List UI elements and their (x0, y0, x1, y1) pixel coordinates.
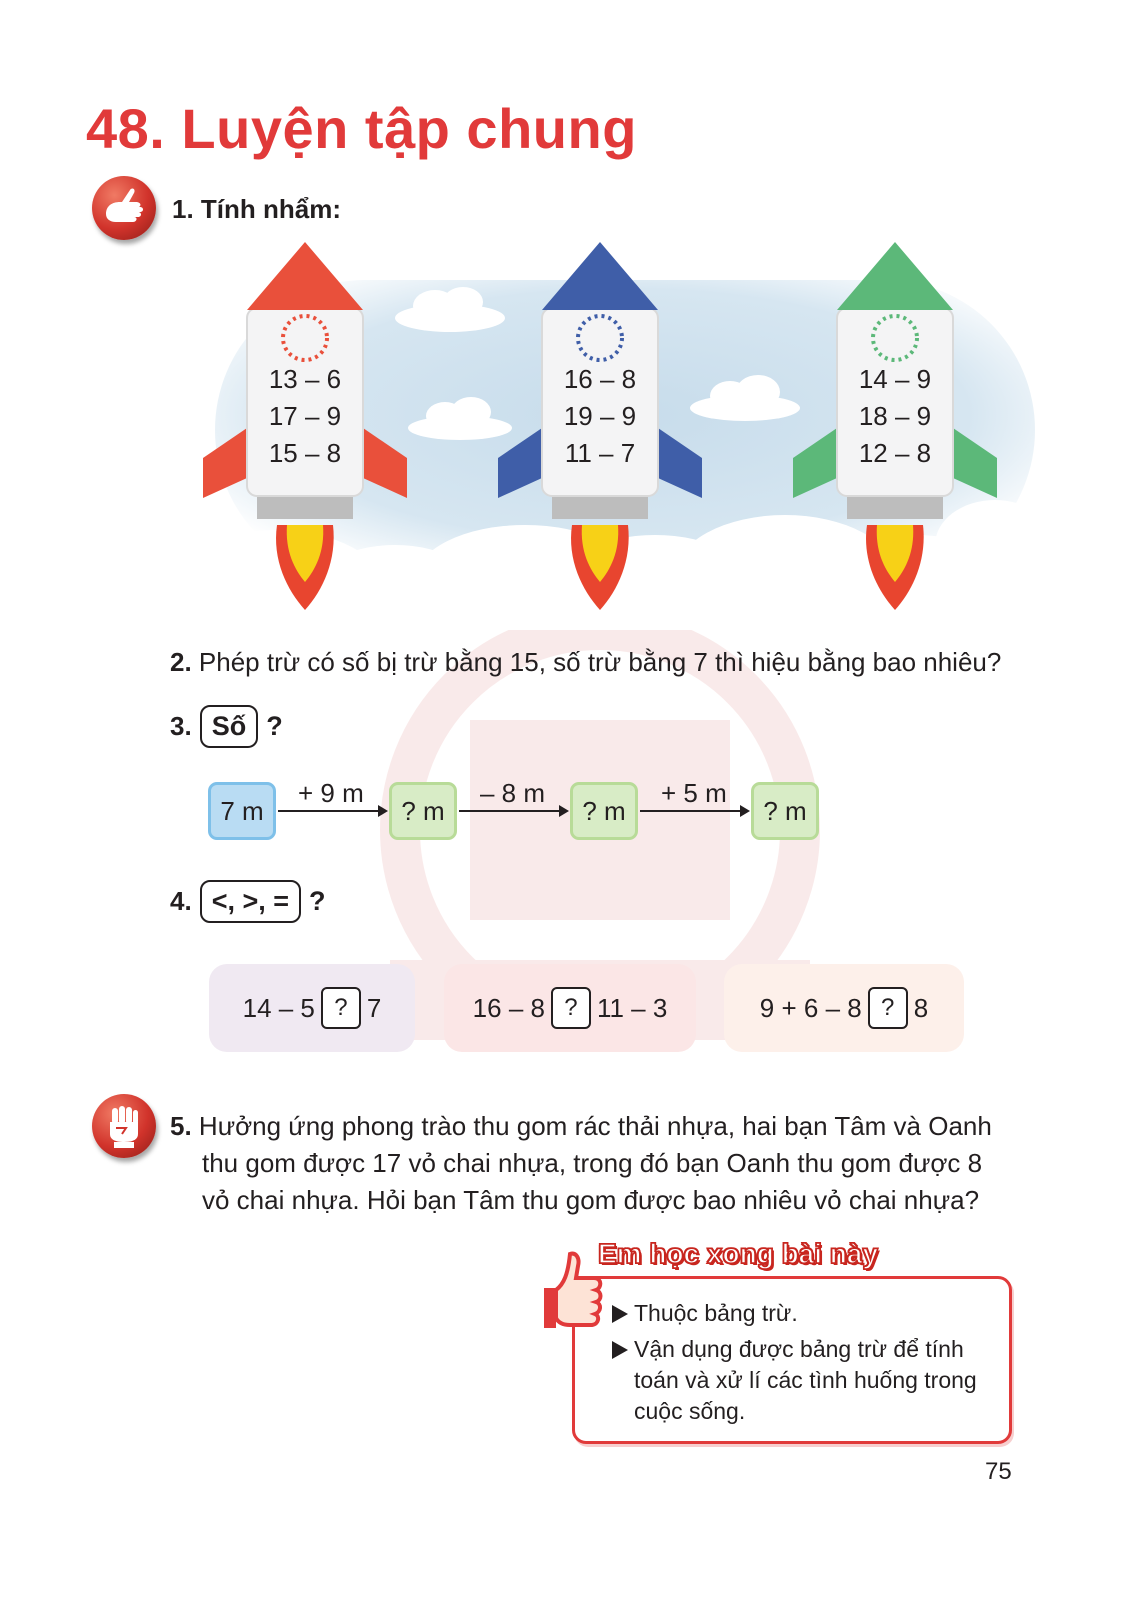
exercise-1-instruction: Tính nhẩm: (200, 194, 342, 224)
operation-label: – 8 m (480, 778, 546, 808)
exercise-5-line: vỏ chai nhựa. Hỏi bạn Tâm thu gom được bao nhiêu vỏ chai nhựa? (202, 1185, 980, 1215)
subtraction-expression: 17 – 9 (268, 401, 342, 431)
subtraction-expression: 14 – 9 (858, 364, 932, 394)
exercise-3-heading (170, 705, 283, 748)
comparison-left: 16 – 8 (472, 992, 545, 1023)
exercise-5-number: 5. (170, 1111, 192, 1141)
exercise-4-number: 4. (170, 886, 192, 916)
number-label-box: Số (200, 705, 259, 748)
practice-hand-icon (92, 176, 156, 240)
bullet-triangle-icon (612, 1305, 628, 1323)
exercise-5 (170, 1108, 1030, 1219)
page-title: 48. Luyện tập chung (86, 97, 637, 160)
comparison-item (444, 964, 696, 1052)
rocket-scene (195, 240, 1035, 630)
operation-label: + 9 m (298, 778, 364, 808)
summary-item (612, 1334, 977, 1427)
comparison-right: 7 (366, 992, 382, 1023)
exercise-5-line: thu gom được 17 vỏ chai nhựa, trong đó bạn Oanh thu gom được 8 (202, 1148, 983, 1178)
comparison-item (724, 964, 964, 1052)
rocket-nozzle (847, 495, 943, 519)
exercise-1-heading (172, 194, 341, 225)
operation-chain (205, 770, 845, 850)
exercise-3-number: 3. (170, 711, 192, 741)
summary-item-text: Thuộc bảng trừ. (634, 1300, 798, 1326)
comparison-item (209, 964, 415, 1052)
comparison-answer-box[interactable]: ? (868, 987, 908, 1029)
exercise-2 (170, 644, 1070, 681)
summary-item-text: cuộc sống. (634, 1398, 746, 1424)
question-mark: ? (309, 886, 326, 916)
subtraction-expression: 15 – 8 (268, 438, 342, 468)
answer-box[interactable]: ? m (389, 782, 457, 840)
rocket-nose (837, 242, 953, 310)
subtraction-expression: 18 – 9 (858, 401, 932, 431)
exercise-1-number: 1. (172, 194, 194, 224)
subtraction-expression: 12 – 8 (858, 438, 932, 468)
exercise-5-line: Hưởng ứng phong trào thu gom rác thải nhựa, hai bạn Tâm và Oanh (198, 1111, 992, 1141)
subtraction-expression: 11 – 7 (564, 438, 636, 468)
comparison-right: 11 – 3 (596, 992, 668, 1023)
comparison-answer-box[interactable]: ? (551, 987, 591, 1029)
comparison-label-box: <, >, = (200, 880, 301, 923)
arrow-icon (459, 810, 567, 812)
arrow-icon (278, 810, 386, 812)
bullet-triangle-icon (612, 1341, 628, 1359)
subtraction-expression: 16 – 8 (563, 364, 637, 394)
summary-item-text: toán và xử lí các tình huống trong (634, 1367, 977, 1393)
summary-item (612, 1298, 798, 1329)
question-mark: ? (266, 711, 283, 741)
operation-label: + 5 m (661, 778, 727, 808)
subtraction-expression: 19 – 9 (563, 401, 637, 431)
comparison-left: 9 + 6 – 8 (759, 992, 862, 1023)
answer-box[interactable]: ? m (570, 782, 638, 840)
rocket-nozzle (552, 495, 648, 519)
arrow-icon (640, 810, 748, 812)
rocket-nose (247, 242, 363, 310)
page-number: 75 (985, 1458, 1012, 1485)
summary-item-text: Vận dụng được bảng trừ để tính (634, 1336, 964, 1362)
summary-title: Em học xong bài này (598, 1238, 879, 1269)
exercise-2-text: Phép trừ có số bị trừ bằng 15, số trừ bằng 7 thì hiệu bằng bao nhiêu? (198, 647, 1002, 677)
exercise-4-heading (170, 880, 326, 923)
comparison-left: 14 – 5 (242, 992, 315, 1023)
rocket-nozzle (257, 495, 353, 519)
comparison-right: 8 (913, 992, 929, 1023)
rocket-nose (542, 242, 658, 310)
comparison-answer-box[interactable]: ? (321, 987, 361, 1029)
application-fist-icon (92, 1094, 156, 1158)
exercise-2-number: 2. (170, 647, 192, 677)
answer-box[interactable]: ? m (751, 782, 819, 840)
subtraction-expression: 13 – 6 (268, 364, 342, 394)
start-value-box: 7 m (208, 782, 276, 840)
